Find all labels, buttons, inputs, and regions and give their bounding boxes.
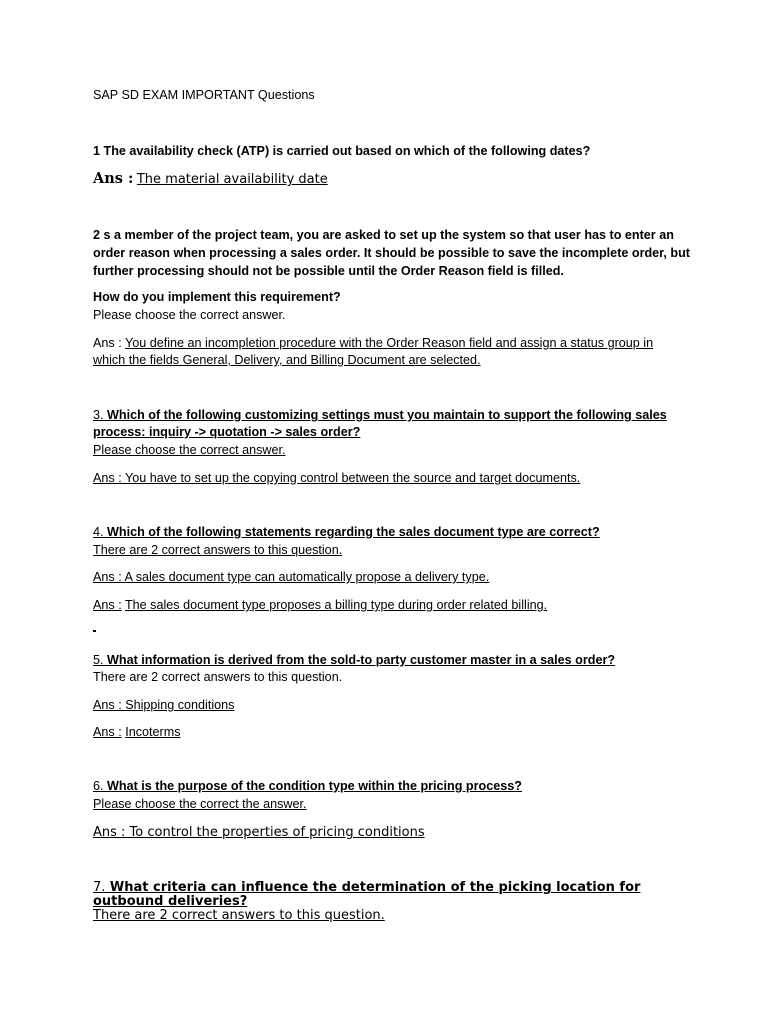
question-4 <box>93 524 600 541</box>
question-7-line-2: outbound deliveries? <box>93 894 248 909</box>
ans-label: Ans : <box>93 170 134 187</box>
answer-2-line-1 <box>93 335 653 352</box>
stray-mark <box>93 630 96 632</box>
question-5-number: 5. <box>93 653 104 667</box>
answer-5a: Ans : Shipping conditions <box>93 698 235 712</box>
ans-label: Ans : <box>93 725 122 739</box>
question-2-prompt: How do you implement this requirement? <box>93 290 341 304</box>
question-3-line-2: process: inquiry -> quotation -> sales order? <box>93 425 361 439</box>
question-2-line-1: 2 s a member of the project team, you are asked to set up the system so that user has to enter an <box>93 228 674 242</box>
question-3-line-1 <box>93 407 667 424</box>
answer-4b <box>93 597 547 614</box>
answer-5b <box>93 724 181 741</box>
question-2-instruction: Please choose the correct answer. <box>93 308 286 322</box>
question-6 <box>93 778 522 795</box>
question-4-text: Which of the following statements regarding the sales document type are correct? <box>103 525 600 539</box>
answer-2-text: You define an incompletion procedure with the Order Reason field and assign a status group in <box>124 336 654 350</box>
question-3-number: 3. <box>93 408 104 422</box>
answer-4a: Ans : A sales document type can automatically propose a delivery type. <box>93 570 490 584</box>
question-4-number: 4. <box>93 525 104 539</box>
answer-5b-text: Incoterms <box>125 725 181 739</box>
question-7-instruction: There are 2 correct answers to this question. <box>93 908 385 923</box>
answer-1-text: The material availability date <box>136 172 328 187</box>
question-6-instruction: Please choose the correct the answer. <box>93 797 307 811</box>
answer-4b-text: The sales document type proposes a billing type during order related billing. <box>124 598 548 612</box>
answer-3: Ans : You have to set up the copying control between the source and target documents. <box>93 471 581 485</box>
ans-label: Ans : <box>93 336 122 350</box>
question-2-line-3: further processing should not be possible until the Order Reason field is filled. <box>93 264 564 278</box>
question-5 <box>93 652 615 669</box>
question-5-instruction: There are 2 correct answers to this question. <box>93 670 343 684</box>
question-3-instruction: Please choose the correct answer. <box>93 443 286 457</box>
question-3-text: Which of the following customizing settings must you maintain to support the following sales <box>103 408 667 422</box>
ans-label: Ans : <box>93 598 122 612</box>
question-2-line-2: order reason when processing a sales order. It should be possible to save the incomplete order, but <box>93 246 690 260</box>
question-4-instruction: There are 2 correct answers to this question. <box>93 543 343 557</box>
document-title: SAP SD EXAM IMPORTANT Questions <box>93 88 315 102</box>
question-1: 1 The availability check (ATP) is carried out based on which of the following dates? <box>93 144 591 158</box>
answer-6: Ans : To control the properties of pricing conditions <box>93 825 425 840</box>
question-5-text: What information is derived from the sold-to party customer master in a sales order? <box>107 653 616 667</box>
question-6-number: 6. <box>93 779 104 793</box>
question-7-number: 7. <box>93 880 106 895</box>
question-6-text: What is the purpose of the condition type within the pricing process? <box>103 779 522 793</box>
question-7-text: What criteria can influence the determination of the picking location for <box>105 880 641 895</box>
answer-1 <box>93 170 328 188</box>
answer-2-line-2: which the fields General, Delivery, and Billing Document are selected. <box>93 353 481 367</box>
